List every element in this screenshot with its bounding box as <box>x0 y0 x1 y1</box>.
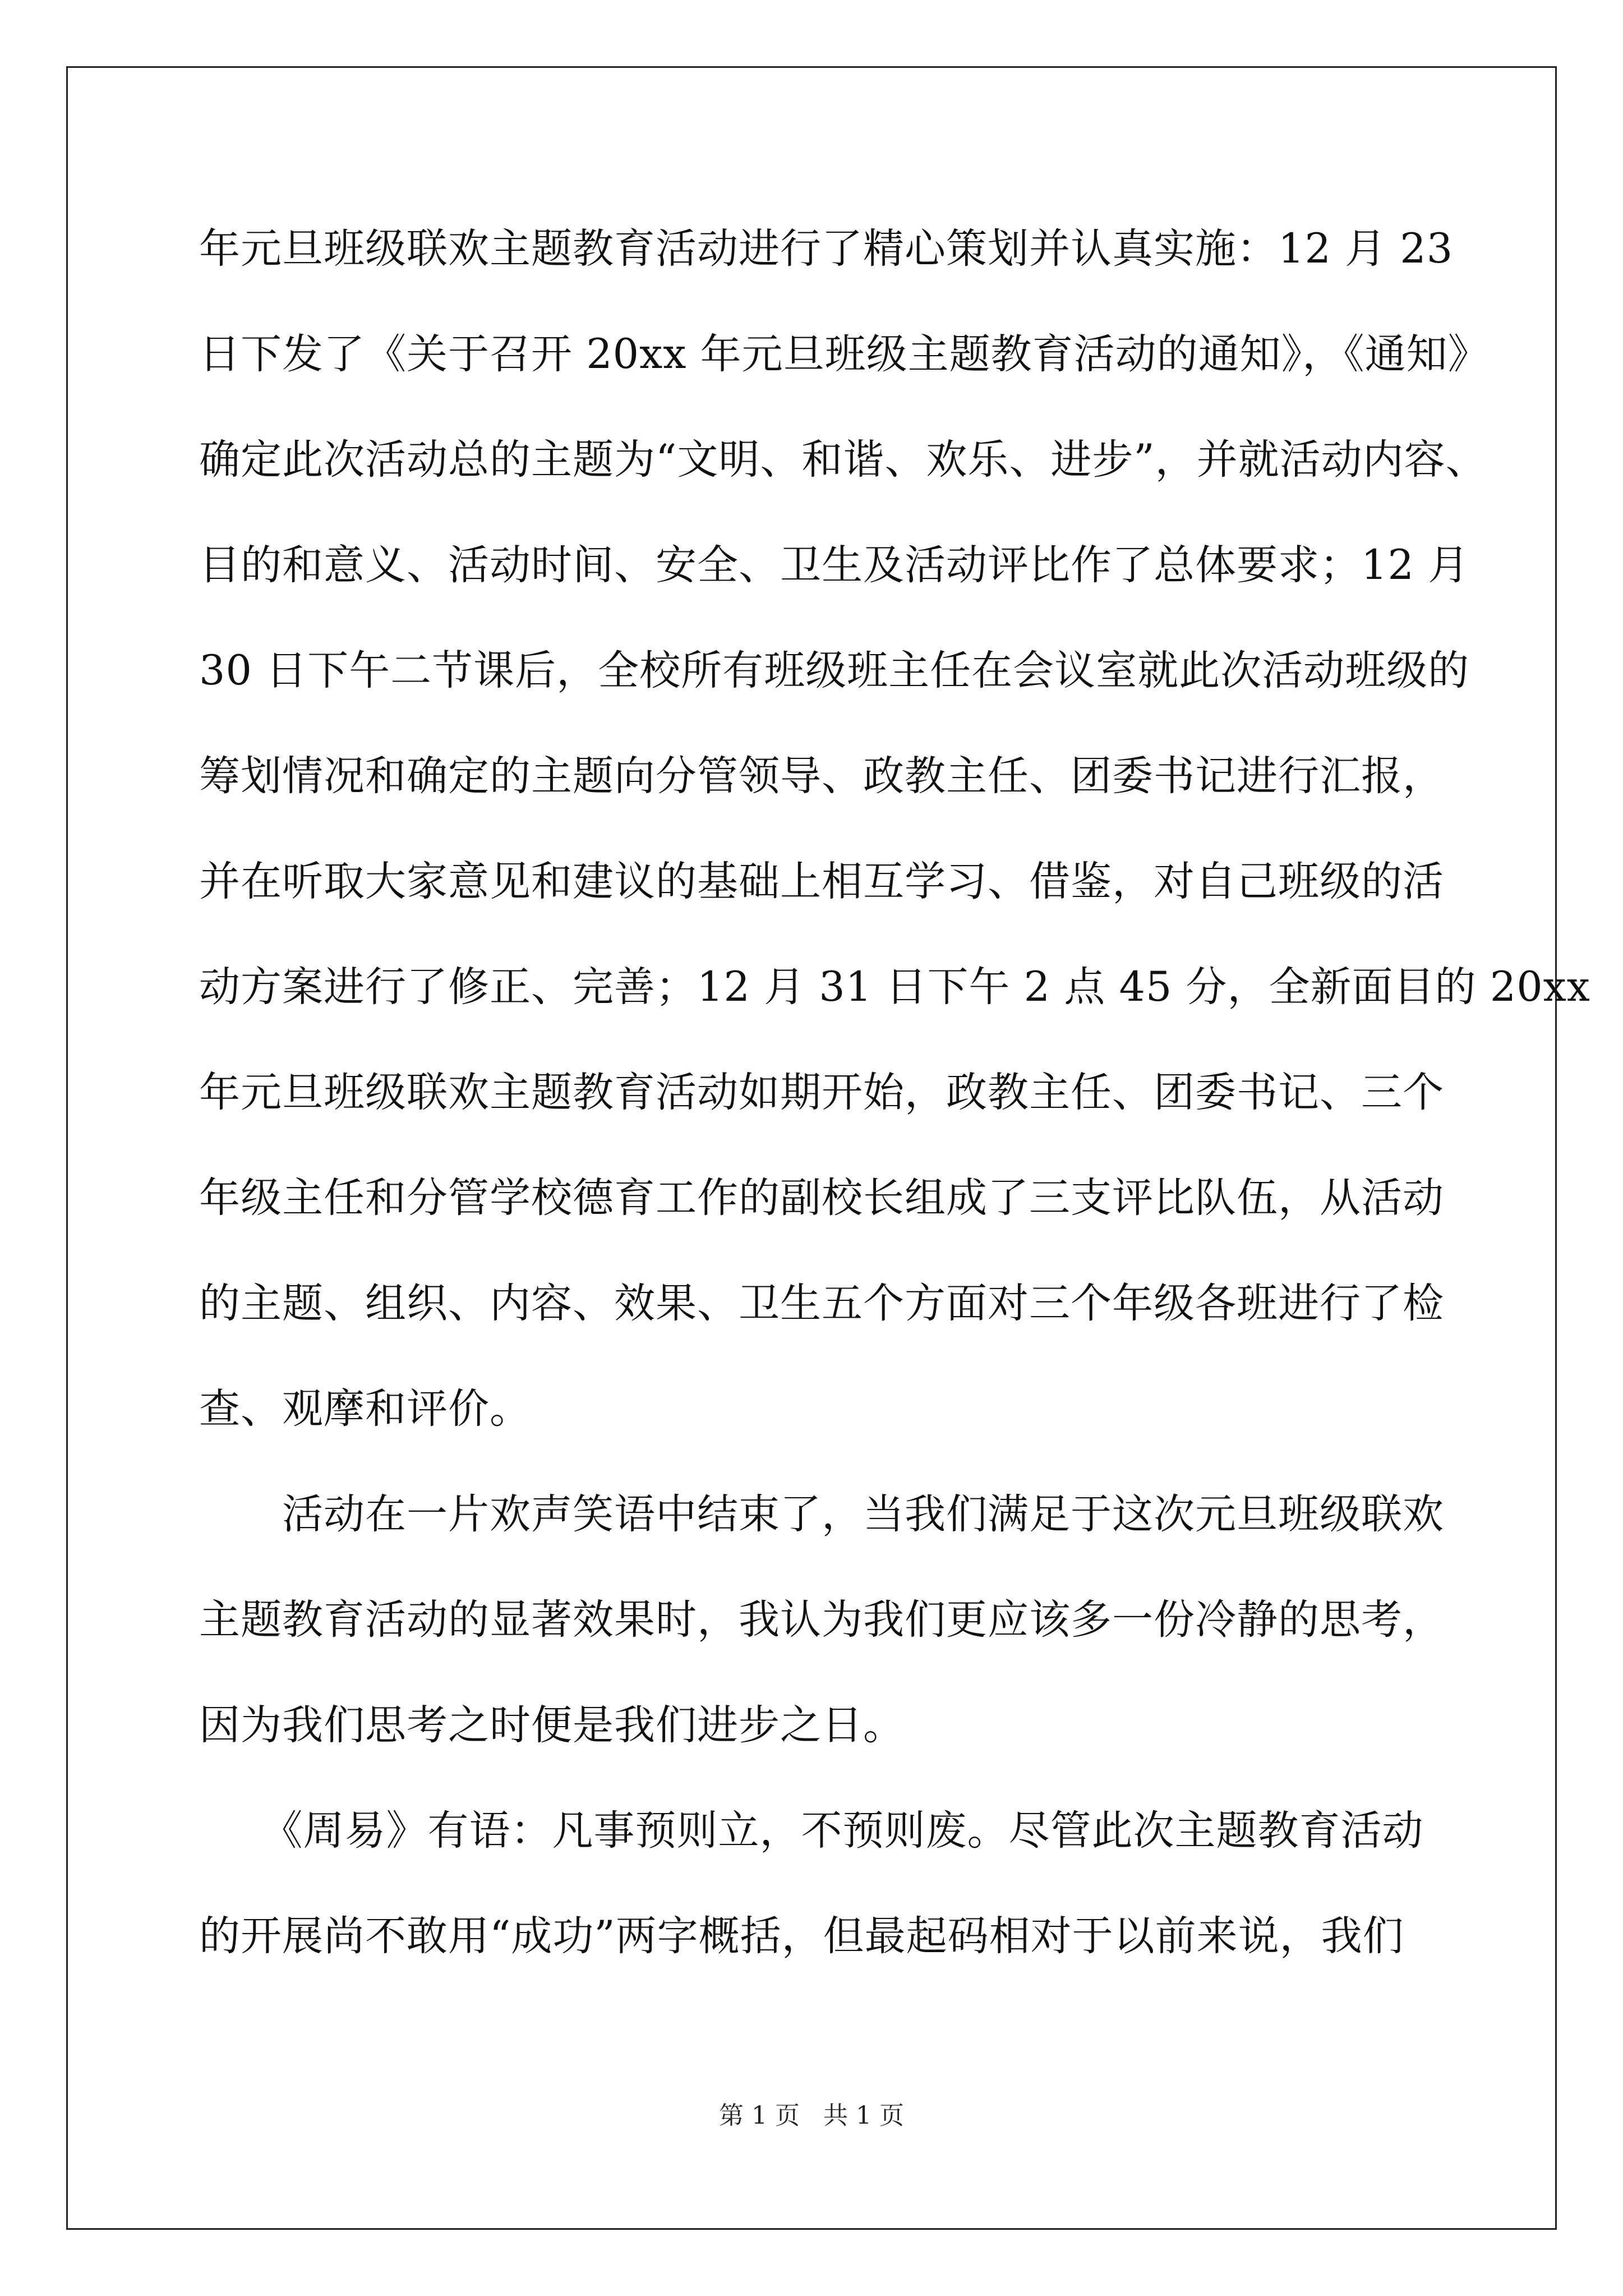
text-line: 日下发了《关于召开 20xx 年元旦班级主题教育活动的通知》，《通知》 <box>199 330 1490 378</box>
text-line: 因为我们思考之时便是我们进步之日。 <box>199 1701 905 1749</box>
text-line: 的主题、组织、内容、效果、卫生五个方面对三个年级各班进行了检 <box>199 1280 1444 1327</box>
text-line: 年元旦班级联欢主题教育活动进行了精心策划并认真实施：12 月 23 <box>199 225 1454 273</box>
page-number: 第 1 页 <box>719 2101 800 2130</box>
text-line: 30 日下午二节课后，全校所有班级班主任在会议室就此次活动班级的 <box>199 647 1470 694</box>
text-line: 目的和意义、活动时间、安全、卫生及活动评比作了总体要求；12 月 <box>199 541 1470 589</box>
text-line: 并在听取大家意见和建议的基础上相互学习、借鉴，对自己班级的活 <box>199 858 1444 905</box>
text-line: 确定此次活动总的主题为“文明、和谐、欢乐、进步”，并就活动内容、 <box>199 436 1487 484</box>
text-line: 动方案进行了修正、完善；12 月 31 日下午 2 点 45 分，全新面目的 20xx <box>199 963 1590 1011</box>
text-line: 年级主任和分管学校德育工作的副校长组成了三支评比队伍，从活动 <box>199 1174 1444 1222</box>
text-line: 主题教育活动的显著效果时，我认为我们更应该多一份冷静的思考， <box>199 1596 1444 1644</box>
document-body <box>199 196 1590 1989</box>
text-line: 年元旦班级联欢主题教育活动如期开始，政教主任、团委书记、三个 <box>199 1069 1444 1116</box>
page-footer <box>0 2095 1623 2131</box>
text-line: 筹划情况和确定的主题向分管领导、政教主任、团委书记进行汇报， <box>199 752 1444 800</box>
text-line: 的开展尚不敢用“成功”两字概括，但最起码相对于以前来说，我们 <box>199 1912 1404 1960</box>
page-total: 共 1 页 <box>823 2101 904 2130</box>
text-line: 《周易》有语：凡事预则立，不预则废。尽管此次主题教育活动 <box>199 1807 1424 1855</box>
text-line: 活动在一片欢声笑语中结束了，当我们满足于这次元旦班级联欢 <box>199 1490 1444 1538</box>
text-line: 查、观摩和评价。 <box>199 1385 531 1433</box>
